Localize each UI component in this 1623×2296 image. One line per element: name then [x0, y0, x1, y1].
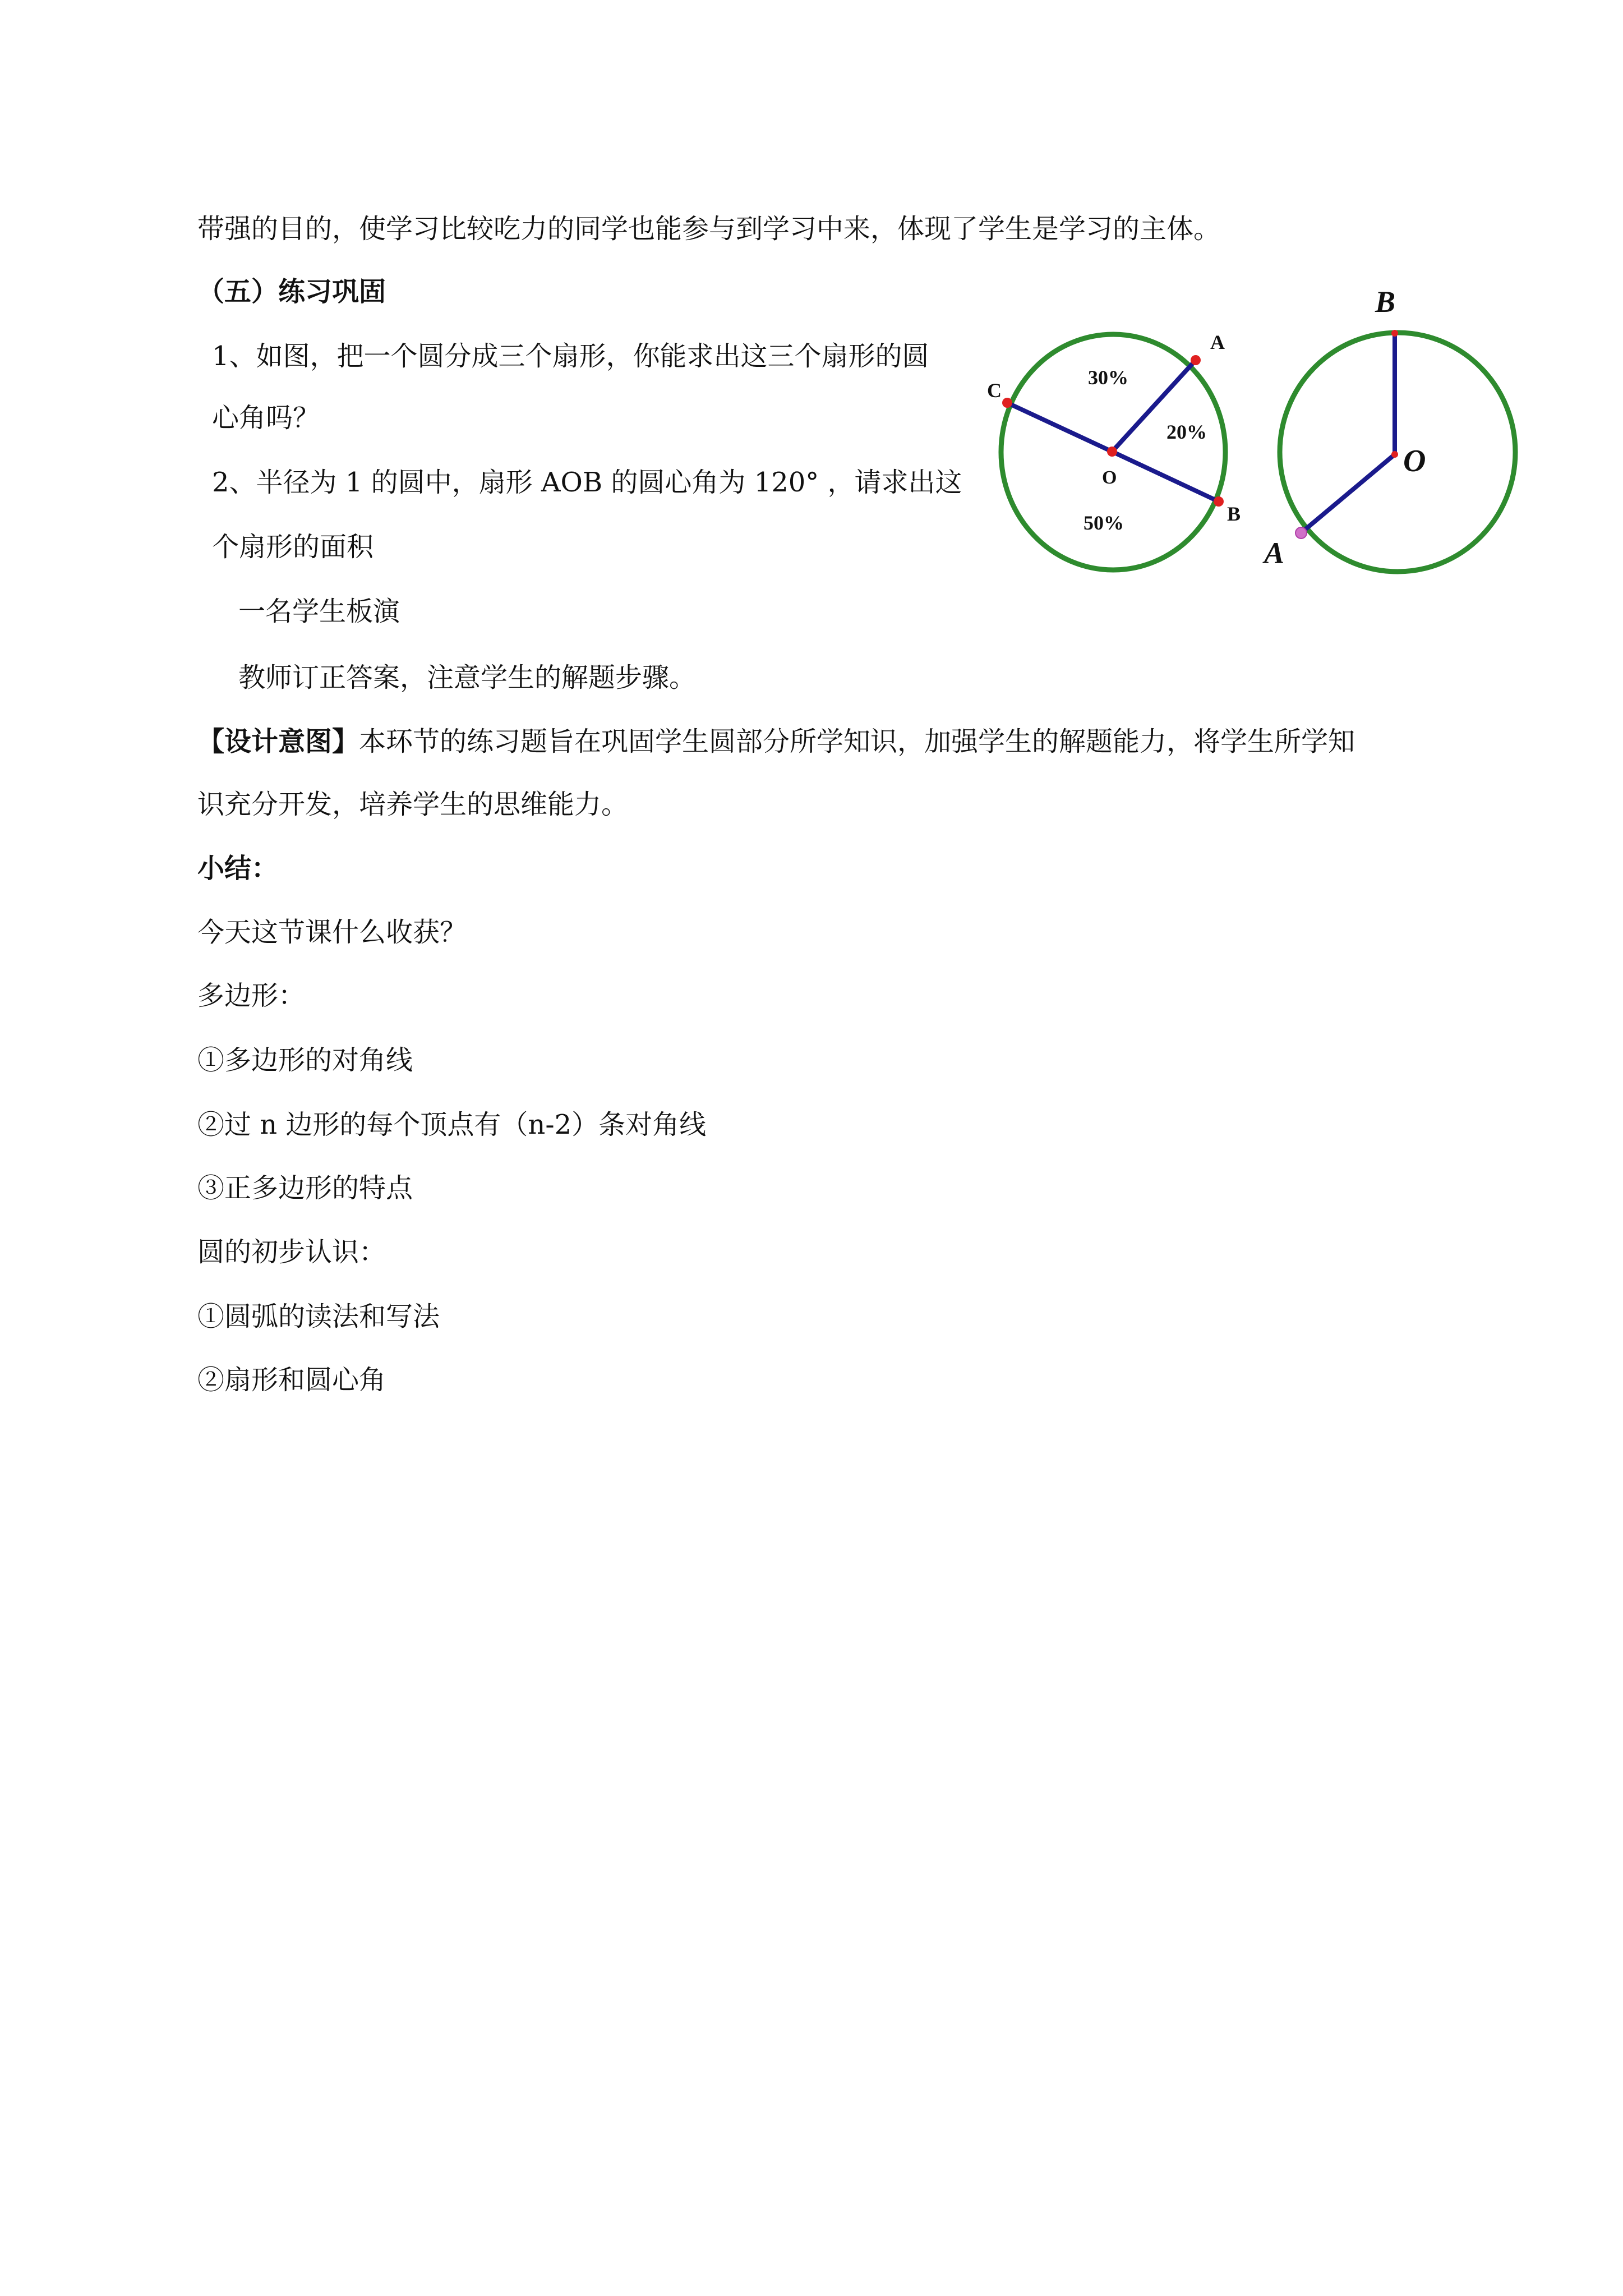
label-C: C — [987, 379, 1002, 402]
question-1-line-2: 心角吗？ — [212, 402, 320, 434]
question-2-line-1: 2、半径为 1 的圆中，扇形 AOB 的圆心角为 120° ，请求出这 — [212, 467, 962, 498]
label-O-2: O — [1403, 444, 1426, 478]
summary-heading: 小结： — [197, 853, 279, 884]
polygon-item-2: ②过 n 边形的每个顶点有（n-2）条对角线 — [197, 1109, 707, 1140]
point-B — [1214, 496, 1224, 507]
label-B-2: B — [1375, 285, 1396, 319]
question-1-line-1: 1、如图，把一个圆分成三个扇形，你能求出这三个扇形的圆 — [212, 341, 929, 372]
label-A: A — [1210, 331, 1225, 353]
percent-sector-30: 30% — [1088, 366, 1128, 389]
point-A-2 — [1295, 527, 1307, 539]
point-O-2 — [1391, 451, 1398, 458]
label-A-2: A — [1264, 536, 1285, 570]
radius-OB — [1112, 452, 1219, 501]
polygon-heading: 多边形： — [197, 980, 306, 1011]
point-C — [1002, 398, 1012, 408]
question-2-line-2: 个扇形的面积 — [212, 531, 374, 563]
teacher-correction-text: 教师订正答案，注意学生的解题步骤。 — [238, 662, 697, 693]
radius-OC — [1007, 403, 1112, 452]
board-demo-text: 一名学生板演 — [238, 596, 400, 627]
circle-item-1: ①圆弧的读法和写法 — [197, 1301, 440, 1332]
circle-heading: 圆的初步认识： — [197, 1236, 386, 1268]
design-intent-line-1 — [197, 725, 1355, 758]
section-heading-practice: （五）练习巩固 — [197, 276, 386, 307]
polygon-item-1: ①多边形的对角线 — [197, 1045, 413, 1076]
point-O — [1107, 447, 1117, 457]
design-intent-line-2: 识充分开发，培养学生的思维能力。 — [197, 789, 629, 820]
polygon-item-3: ③正多边形的特点 — [197, 1172, 413, 1204]
radius-OA-2 — [1301, 454, 1395, 533]
circle-item-2: ②扇形和圆心角 — [197, 1364, 386, 1396]
label-O: O — [1102, 467, 1117, 488]
design-intent-label: 【设计意图】 — [197, 726, 359, 757]
figure-sector-AOB — [1256, 286, 1525, 578]
gain-question: 今天这节课什么收获？ — [197, 917, 467, 948]
label-B: B — [1227, 503, 1241, 525]
figure-sectors — [987, 314, 1245, 595]
paragraph-continuation: 带强的目的，使学习比较吃力的同学也能参与到学习中来，体现了学生是学习的主体。 — [197, 213, 1221, 245]
percent-sector-50: 50% — [1083, 512, 1124, 534]
design-intent-text: 本环节的练习题旨在巩固学生圆部分所学知识，加强学生的解题能力，将学生所学知 — [359, 726, 1355, 757]
point-B-2 — [1391, 330, 1398, 337]
point-A — [1191, 355, 1201, 365]
circle-outline-2 — [1280, 333, 1515, 572]
percent-sector-20: 20% — [1166, 421, 1207, 443]
